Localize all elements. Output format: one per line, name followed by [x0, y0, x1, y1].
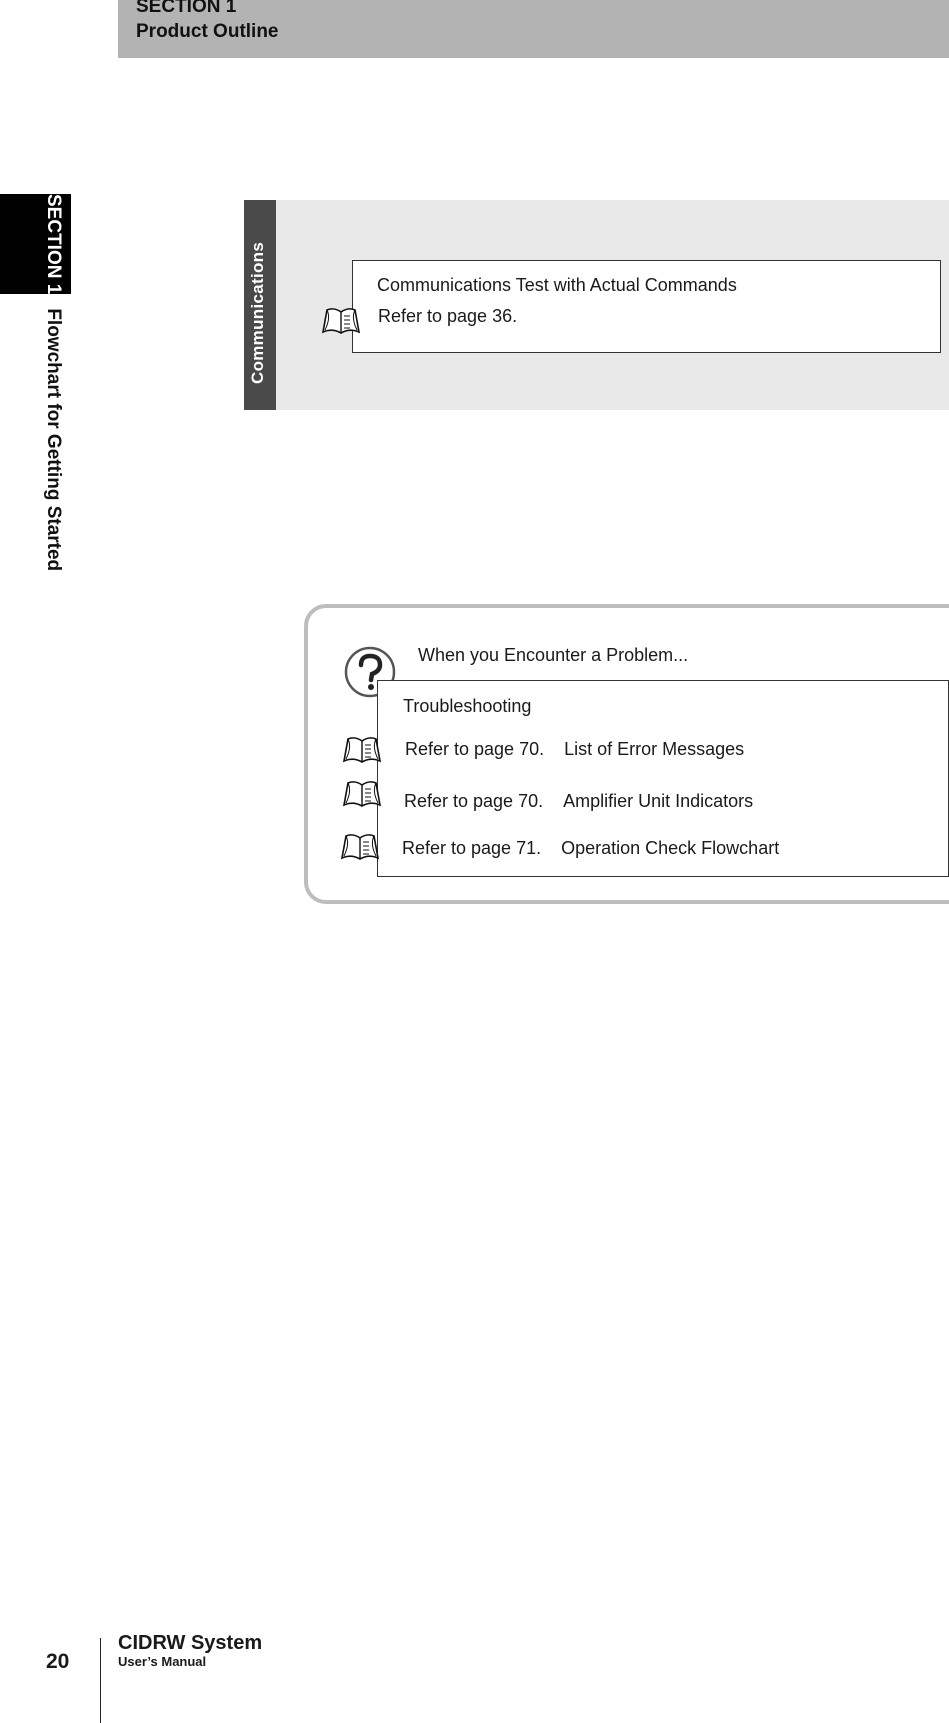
- page-ref[interactable]: Refer to page 70.: [404, 791, 544, 811]
- reference-row[interactable]: [405, 739, 744, 760]
- troubleshooting-label: Troubleshooting: [403, 696, 532, 716]
- header-section: SECTION 1: [136, 0, 237, 17]
- footer-product-name: CIDRW System: [118, 1632, 263, 1654]
- communications-strip: [244, 200, 276, 410]
- footer-divider: [100, 1638, 101, 1723]
- communications-title: Communications Test with Actual Commands: [377, 275, 737, 295]
- page-ref[interactable]: Refer to page 70.: [405, 739, 545, 759]
- ref-topic: Amplifier Unit Indicators: [563, 791, 754, 811]
- footer-manual-label: User’s Manual: [118, 1654, 207, 1669]
- ref-topic: List of Error Messages: [564, 739, 745, 759]
- page-number: 20: [46, 1650, 70, 1673]
- problem-title: When you Encounter a Problem...: [418, 645, 689, 665]
- page-ref[interactable]: Refer to page 71.: [402, 838, 542, 858]
- page-header: [118, 0, 949, 58]
- communications-page-ref[interactable]: Refer to page 36.: [378, 306, 518, 326]
- open-book-icon: [340, 733, 384, 765]
- open-book-icon: [319, 304, 363, 336]
- open-book-icon: [340, 777, 384, 809]
- ref-topic: Operation Check Flowchart: [561, 838, 780, 858]
- side-chapter-title: Flowchart for Getting Started: [43, 308, 64, 572]
- communications-strip-label: Communications: [248, 241, 267, 384]
- side-chapter-label: [38, 194, 68, 604]
- header-title: Product Outline: [136, 21, 279, 42]
- open-book-icon: [338, 830, 382, 862]
- reference-row[interactable]: [404, 791, 753, 812]
- side-section-tab: SECTION 1: [43, 194, 64, 295]
- reference-row[interactable]: [402, 838, 779, 859]
